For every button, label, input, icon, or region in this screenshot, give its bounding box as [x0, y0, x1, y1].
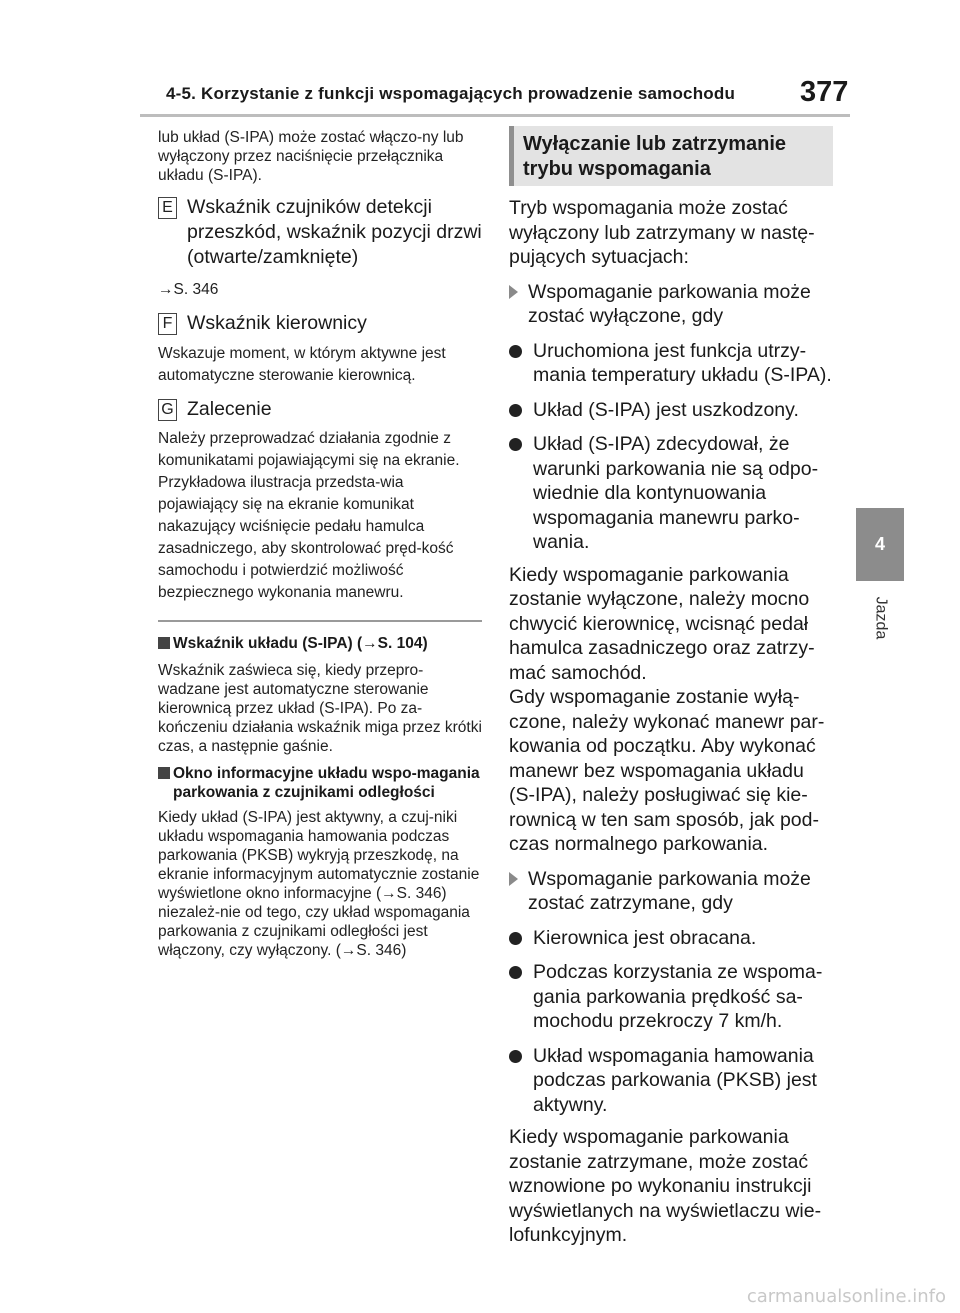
- paragraph-resume: Kiedy wspomaganie parkowania zostanie zatrzymane, może zostać wznowione po wykonaniu instrukcji wyświetlanych na wyświetlaczu wie-lofunkcyjnym.: [509, 1126, 822, 1246]
- list-item: Kierownica jest obracana.: [509, 926, 834, 951]
- chapter-tab: 4: [856, 508, 904, 581]
- group-2-heading: Wspomaganie parkowania może zostać zatrzymane, gdy: [528, 867, 811, 914]
- item-g-description: Należy przeprowadzać działania zgodnie z komunikatami pojawiającymi się na ekranie. Przykładowa ilustracja przedsta-wia pojawiający się na ekranie komunikat nakazujący wciśnięcie pedału hamulca zasadniczego, aby skontrolować pręd-kość samochodu i potwierdzić możliwość bezpiecznego wykonania manewru.: [158, 430, 460, 601]
- item-g: [158, 397, 483, 422]
- note-1-text: Wskaźnik zaświeca się, kiedy przepro-wadzane jest automatyczne sterowanie kierownicą przez układ (S-IPA). Po za-kończeniu działania wskaźnik miga przez krótki czas, a następnie gaśnie.: [158, 661, 482, 755]
- bullet-dot-icon: [509, 966, 522, 979]
- item-letter-g: G: [158, 399, 177, 421]
- list-item: Uruchomiona jest funkcja utrzy-mania temperatury układu (S-IPA).: [509, 339, 834, 388]
- watermark-text: carmanualsonline.info: [746, 1286, 946, 1307]
- left-intro-text: lub układ (S-IPA) może zostać włączo-ny lub wyłączony przez naciśnięcie przełącznika układu (S-IPA).: [158, 129, 464, 184]
- list-item: Układ (S-IPA) zdecydował, że warunki parkowania nie są odpo-wiednie dla kontynuowania wspomagania manewru parko-wania.: [509, 432, 834, 555]
- header-divider: [140, 114, 850, 117]
- section-heading-box: [509, 126, 833, 186]
- item-e: [158, 195, 483, 270]
- note-1-heading: Wskaźnik układu (S-IPA) (→S. 104): [173, 634, 428, 652]
- triangle-arrow-icon: [509, 285, 518, 299]
- item-letter-f: F: [158, 313, 177, 335]
- square-bullet-icon: [158, 637, 170, 649]
- item-e-reference: →S. 346: [158, 281, 219, 298]
- item-f-title: Wskaźnik kierownicy: [187, 312, 367, 334]
- list-item: Układ wspomagania hamowania podczas parkowania (PKSB) jest aktywny.: [509, 1044, 834, 1118]
- item-letter-e: E: [158, 197, 177, 219]
- square-bullet-icon: [158, 767, 170, 779]
- item-f-description: Wskazuje moment, w którym aktywne jest automatyczne sterowanie kierownicą.: [158, 345, 446, 384]
- right-intro-text: Tryb wspomagania może zostać wyłączony lub zatrzymany w nastę-pujących sytuacjach:: [509, 197, 815, 268]
- item-g-title: Zalecenie: [187, 398, 272, 420]
- bullet-dot-icon: [509, 438, 522, 451]
- chapter-tab-label: Jazda: [872, 596, 890, 640]
- chapter-title: 4-5. Korzystanie z funkcji wspomagających prowadzenie samochodu: [166, 84, 736, 103]
- item-f: [158, 311, 483, 336]
- group-1-heading: Wspomaganie parkowania może zostać wyłączone, gdy: [528, 280, 811, 327]
- bullet-dot-icon: [509, 345, 522, 358]
- page-number: 377: [800, 76, 849, 108]
- list-item: Układ (S-IPA) jest uszkodzony.: [509, 398, 834, 423]
- section-divider: [158, 620, 482, 622]
- condition-group-disabled: [509, 280, 834, 329]
- bullet-dot-icon: [509, 404, 522, 417]
- bullet-dot-icon: [509, 932, 522, 945]
- note-heading-indicator: [158, 634, 483, 653]
- right-column: [509, 126, 834, 1248]
- paragraph-restart-maneuver: Gdy wspomaganie zostanie wyłą-czone, należy wykonać manewr par-kowania od początku. Aby wykonać manewr bez wspomagania układu (S-IPA), należy posługiwać się kie-rownicą w ten sam sposób, jak pod-czas normalnego parkowania.: [509, 686, 825, 855]
- note-2-heading: Okno informacyjne układu wspo-magania parkowania z czujnikami odległości: [173, 764, 480, 801]
- paragraph-disabled-action: Kiedy wspomaganie parkowania zostanie wyłączone, należy mocno chwycić kierownicę, wcisnąć pedał hamulca zasadniczego oraz zatrzy-mać samochód.: [509, 563, 815, 684]
- item-e-title: Wskaźnik czujników detekcji przeszkód, wskaźnik pozycji drzwi (otwarte/zamknięte): [187, 196, 482, 268]
- note-heading-info-window: [158, 764, 483, 802]
- note-2-text: Kiedy układ (S-IPA) jest aktywny, a czuj-niki układu wspomagania hamowania podczas parkowania (PKSB) wykryją przeszkodę, na ekranie informacyjnym automatycznie zostanie wyświetlone okno informacyjne (→S. 346) niezależ-nie od tego, czy układ wspomagania parkowania z czujnikami odległości jest włączony, czy wyłączony. (→S. 346): [158, 808, 480, 959]
- triangle-arrow-icon: [509, 872, 518, 886]
- section-title: Wyłączanie lub zatrzymanie trybu wspomagania: [523, 133, 787, 180]
- bullet-dot-icon: [509, 1050, 522, 1063]
- condition-group-stopped: [509, 867, 834, 916]
- left-column: [158, 126, 483, 960]
- list-item: Podczas korzystania ze wspoma-gania parkowania prędkość sa-mochodu przekroczy 7 km/h.: [509, 960, 834, 1034]
